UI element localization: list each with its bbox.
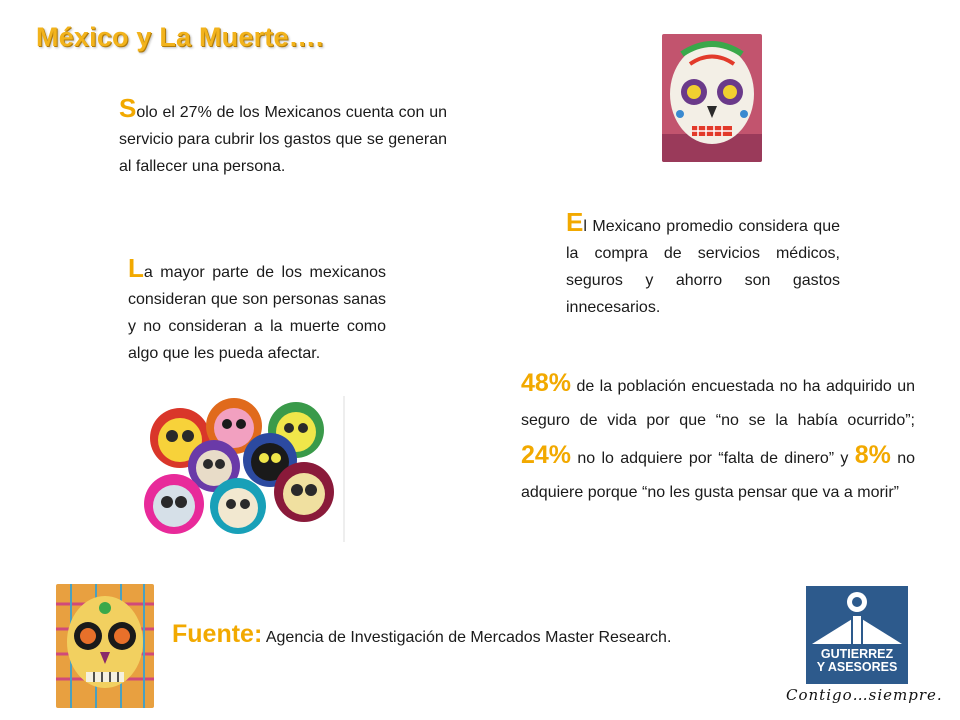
stat-8-percent: 8% — [854, 441, 891, 469]
paragraph-initial: L — [128, 253, 144, 283]
company-logo — [806, 586, 908, 684]
paragraph-initial: E — [566, 207, 584, 237]
paragraph-text: olo el 27% de los Mexicanos cuenta con un servicio para cubrir los gastos que se generan al fallecer una persona. — [119, 104, 447, 175]
source-citation — [172, 620, 671, 649]
page-title: México y La Muerte…. — [36, 22, 324, 52]
logo-text — [806, 648, 908, 674]
source-label: Fuente: — [172, 620, 263, 648]
stat-text-2: no lo adquiere por “falta de dinero” y — [571, 450, 855, 467]
stat-24-percent: 24% — [521, 441, 572, 469]
paragraph-text: l Mexicano promedio considera que la compra de servicios médicos, seguros y ahorro son gastos innecesarios. — [566, 218, 840, 316]
slogan: Contigo…siempre. — [786, 686, 943, 704]
paragraph-initial: S — [119, 93, 137, 123]
sugar-skull-image — [662, 34, 762, 162]
colorful-skull-art-image — [56, 584, 154, 708]
paragraph-text: a mayor parte de los mexicanos consideran que son personas sanas y no consideran a la muerte como algo que les pueda afectar. — [128, 264, 386, 362]
stat-text-3: no adquiere porque “no les gusta pensar que va a morir” — [521, 450, 916, 501]
logo-line-2: Y ASESORES — [816, 660, 898, 674]
source-text: Agencia de Investigación de Mercados Master Research. — [262, 629, 672, 646]
paragraph-healthy-perception — [128, 253, 386, 367]
logo-emblem-icon — [806, 586, 908, 648]
paragraph-survey-statistics — [521, 366, 915, 510]
logo-line-1: GUTIERREZ — [820, 647, 894, 661]
stat-text-1: de la población encuestada no ha adquirido un seguro de vida por que “no se la había ocurrido”; — [521, 378, 915, 429]
paragraph-unnecessary-expenses — [566, 207, 840, 321]
paragraph-insurance-coverage — [119, 93, 447, 180]
felt-skulls-image — [138, 396, 346, 542]
stat-48-percent: 48% — [521, 369, 572, 397]
